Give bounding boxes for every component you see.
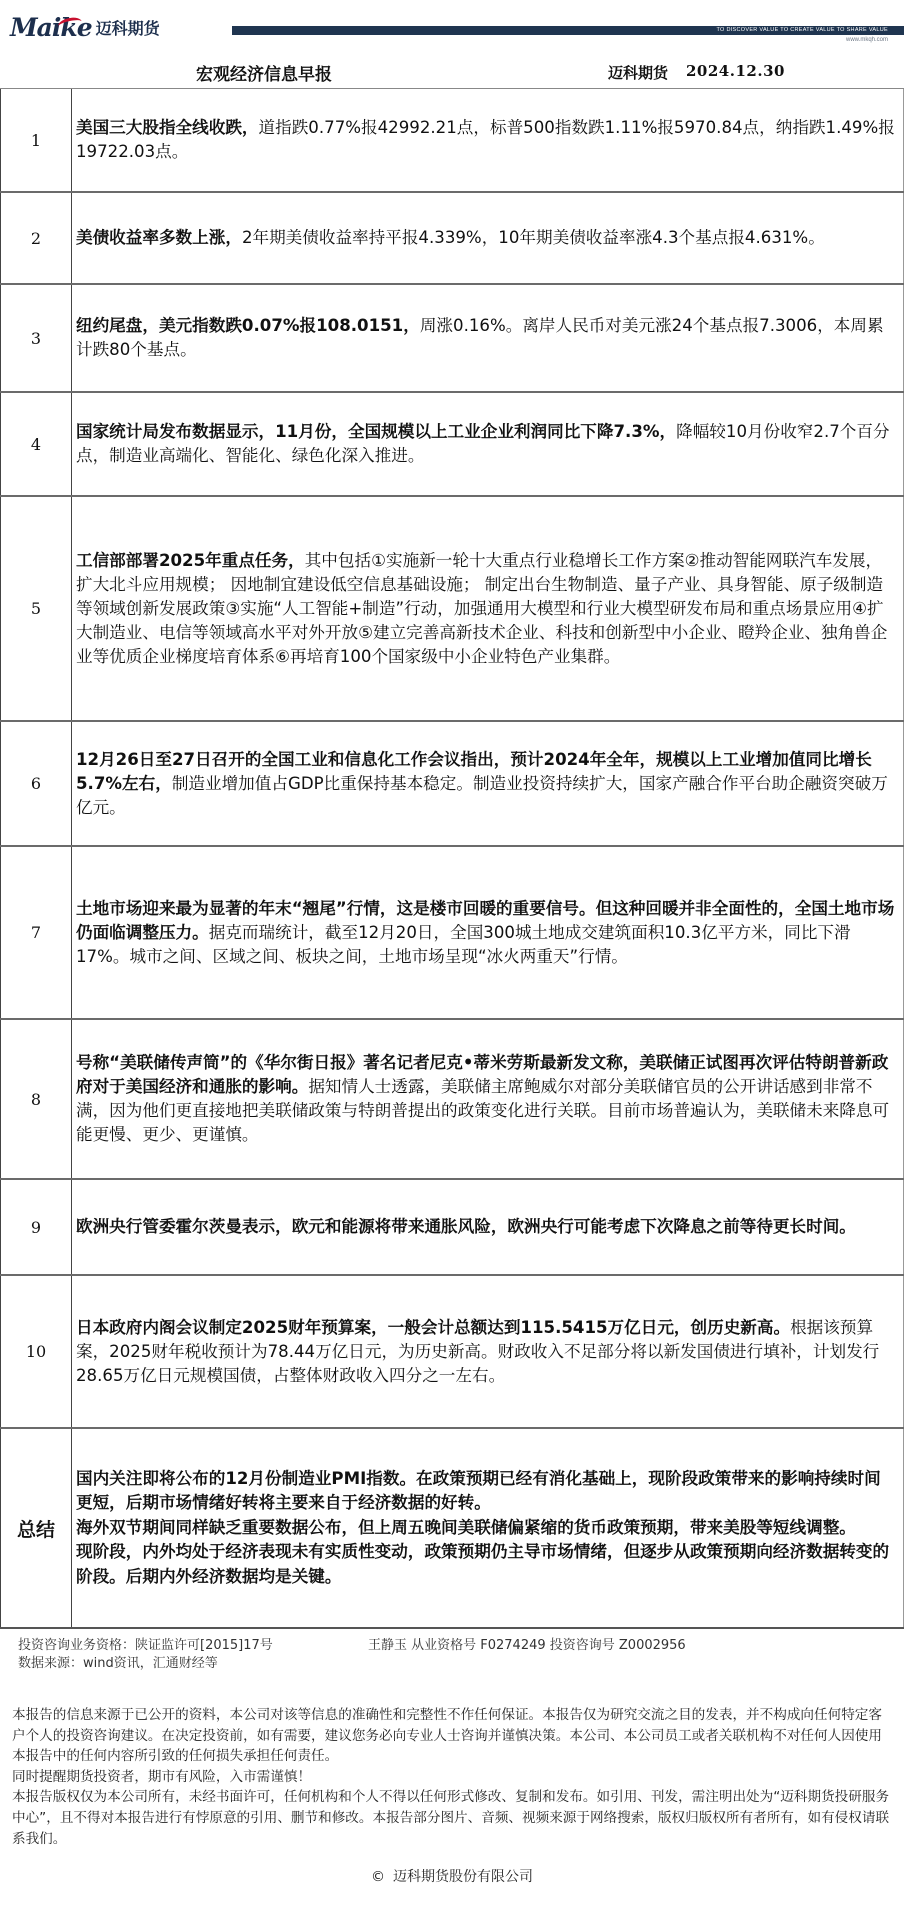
news-body: 道指跌0.77%报42992.21点，标普500指数跌1.11%报5970.84点，纳指跌1.49%报19722.03点。 xyxy=(76,118,895,161)
logo-wordmark: Maike xyxy=(10,13,92,42)
row-number: 9 xyxy=(0,1180,72,1274)
summary-text xyxy=(76,1467,897,1590)
news-text xyxy=(76,1316,897,1388)
news-content xyxy=(72,1020,904,1178)
news-text xyxy=(76,897,897,969)
news-text xyxy=(76,420,897,468)
summary-row xyxy=(0,1427,904,1627)
masthead xyxy=(0,0,904,46)
news-table xyxy=(0,88,904,1629)
summary-label: 总结 xyxy=(0,1429,72,1627)
news-content xyxy=(72,722,904,845)
report-date: 2024.12.30 xyxy=(686,62,785,80)
company-name: 迈科期货股份有限公司 xyxy=(393,1869,533,1885)
news-row xyxy=(0,283,904,391)
summary-paragraph: 海外双节期间同样缺乏重要数据公布，但上周五晚间美联储偏紧缩的货币政策预期，带来美股等短线调整。 xyxy=(76,1517,856,1537)
news-headline: 国家统计局发布数据显示，11月份，全国规模以上工业企业利润同比下降7.3%， xyxy=(76,422,677,441)
news-row xyxy=(0,1178,904,1274)
disclaimer xyxy=(12,1705,892,1849)
slogan: TO DISCOVER VALUE TO CREATE VALUE TO SHARE VALUE xyxy=(716,27,888,33)
row-number: 2 xyxy=(0,193,72,283)
news-text xyxy=(76,314,897,362)
summary-content xyxy=(72,1429,904,1627)
report-org: 迈科期货 xyxy=(608,64,669,82)
news-headline: 美国三大股指全线收跌， xyxy=(76,118,259,137)
copyright-notice: 本报告版权仅为本公司所有，未经书面许可，任何机构和个人不得以任何形式修改、复制和发布。如引用、刊发，需注明出处为“迈科期货投研服务中心”，且不得对本报告进行有悖原意的引用、删节和修改。本报告部分图片、音频、视频来源于网络搜索，版权归版权所有者所有，如有侵权请联系我们。 xyxy=(12,1789,890,1847)
news-text xyxy=(76,226,825,250)
news-headline: 工信部部署2025年重点任务， xyxy=(76,550,305,570)
news-headline: 12月26日至27日召开的全国工业和信息化工作会议指出，预计2024年全年，规模以上工业增加值同比增长5.7%左右， xyxy=(76,749,872,793)
news-row xyxy=(0,1274,904,1427)
news-content xyxy=(72,847,904,1018)
news-body: 根据该预算案，2025财年税收预计为78.44万亿日元，为历史新高。财政收入不足部分将以新发国债进行填补，计划发行28.65万亿日元规模国债，占整体财政收入四分之一左右。 xyxy=(76,1317,880,1385)
news-text xyxy=(76,1215,856,1239)
row-number: 4 xyxy=(0,393,72,495)
summary-paragraph: 国内关注即将公布的12月份制造业PMI指数。在政策预期已经有消化基础上，现阶段政策带来的影响持续时间更短，后期市场情绪好转将主要来自于经济数据的好转。 xyxy=(76,1468,881,1513)
news-content xyxy=(72,393,904,495)
news-body: 制造业增加值占GDP比重保持基本稳定。制造业投资持续扩大，国家产融合作平台助企融资突破万亿元。 xyxy=(76,773,888,817)
news-headline: 美债收益率多数上涨， xyxy=(76,228,242,247)
news-headline: 土地市场迎来最为显著的年末“翘尾”行情，这是楼市回暖的重要信号。但这种回暖并非全面性的，全国土地市场仍面临调整压力。 xyxy=(76,898,895,942)
news-body: 据知情人士透露，美联储主席鲍威尔对部分美联储官员的公开讲话感到非常不满，因为他们更直接地把美联储政策与特朗普提出的政策变化进行关联。目前市场普遍认为，美联储未来降息可能更慢、更少、更谨慎。 xyxy=(76,1077,890,1144)
risk-warning: 同时提醒期货投资者，期市有风险，入市需谨慎！ xyxy=(12,1768,312,1785)
row-number: 7 xyxy=(0,847,72,1018)
news-headline: 欧洲央行管委霍尔茨曼表示，欧元和能源将带来通胀风险，欧洲央行可能考虑下次降息之前等待更长时间。 xyxy=(76,1217,856,1236)
news-content xyxy=(72,1180,904,1274)
row-number: 8 xyxy=(0,1020,72,1178)
title-row xyxy=(0,52,904,90)
news-row xyxy=(0,191,904,283)
row-number: 10 xyxy=(0,1276,72,1427)
news-content xyxy=(72,1276,904,1427)
news-content xyxy=(72,89,904,191)
logo-chinese-name: 迈科期货 xyxy=(95,19,160,38)
news-row xyxy=(0,391,904,495)
copyright-icon: © xyxy=(371,1869,385,1885)
row-number: 3 xyxy=(0,285,72,391)
news-text xyxy=(76,748,897,820)
news-content xyxy=(72,285,904,391)
news-row xyxy=(0,720,904,845)
news-headline: 日本政府内阁会议制定2025财年预算案，一般会计总额达到115.5415万亿日元，创历史新高。 xyxy=(76,1317,791,1337)
data-source: 数据来源：wind资讯，汇通财经等 xyxy=(18,1656,218,1671)
news-row xyxy=(0,495,904,720)
news-row xyxy=(0,845,904,1018)
news-text xyxy=(76,116,897,164)
disclaimer-paragraph: 本报告的信息来源于已公开的资料，本公司对该等信息的准确性和完整性不作任何保证。本报告仅为研究交流之目的发表，并不构成向任何特定客户个人的投资咨询建议。在决定投资前，如有需要，建议您务必向专业人士咨询并谨慎决策。本公司、本公司员工或者关联机构不对任何人因使用本报告中的任何内容所引致的任何损失承担任何责任。 xyxy=(12,1707,882,1765)
news-headline: 纽约尾盘，美元指数跌0.07%报108.0151， xyxy=(76,316,420,335)
news-content xyxy=(72,193,904,283)
news-row xyxy=(0,1018,904,1178)
row-number: 1 xyxy=(0,89,72,191)
news-body: 据克而瑞统计，截至12月20日，全国300城土地成交建筑面积10.3亿平方米，同比下滑17%。城市之间、区域之间、板块之间，土地市场呈现“冰火两重天”行情。 xyxy=(76,922,851,966)
news-body: 降幅较10月份收窄2.7个百分点，制造业高端化、智能化、绿色化深入推进。 xyxy=(76,422,890,465)
analyst-info: 王静玉 从业资格号 F0274249 投资咨询号 Z0002956 xyxy=(368,1638,686,1653)
news-content xyxy=(72,497,904,720)
copyright-line xyxy=(0,1866,904,1886)
news-body: 2年期美债收益率持平报4.339%，10年期美债收益率涨4.3个基点报4.631%。 xyxy=(241,228,825,247)
news-row xyxy=(0,89,904,191)
row-number: 5 xyxy=(0,497,72,720)
report-title: 宏观经济信息早报 xyxy=(196,65,332,85)
news-text xyxy=(76,1051,897,1147)
company-logo xyxy=(10,14,160,40)
news-text xyxy=(76,549,897,669)
row-number: 6 xyxy=(0,722,72,845)
news-headline: 号称“美联储传声筒”的《华尔街日报》著名记者尼克•蒂米劳斯最新发文称，美联储正试图再次评估特朗普新政府对于美国经济和通胀的影响。 xyxy=(76,1053,889,1096)
news-body: 其中包括①实施新一轮十大重点行业稳增长工作方案②推动智能网联汽车发展，扩大北斗应用规模； 因地制宜建设低空信息基础设施； 制定出台生物制造、量子产业、具身智能、原子级制造等领域创新发展政策③实施“人工智能+制造”行动，加强通用大模型和行业大模型研发布局和重点场景应用④扩大制造业、电信等领域高水平对外开放⑤建立完善高新技术企业、科技和创新型中小企业、瞪羚企业、独角兽企业等优质企业梯度培育体系⑥再培育100个国家级中小企业特色产业集群。 xyxy=(76,550,888,666)
summary-paragraph: 现阶段，内外均处于经济表现未有实质性变动，政策预期仍主导市场情绪，但逐步从政策预期向经济数据转变的阶段。后期内外经济数据均是关键。 xyxy=(76,1542,890,1586)
news-body: 周涨0.16%。离岸人民币对美元涨24个基点报7.3006，本周累计跌80个基点。 xyxy=(76,316,884,359)
website: www.mkqh.com xyxy=(845,37,888,43)
qualification: 投资咨询业务资格：陕证监许可[2015]17号 xyxy=(18,1638,273,1653)
